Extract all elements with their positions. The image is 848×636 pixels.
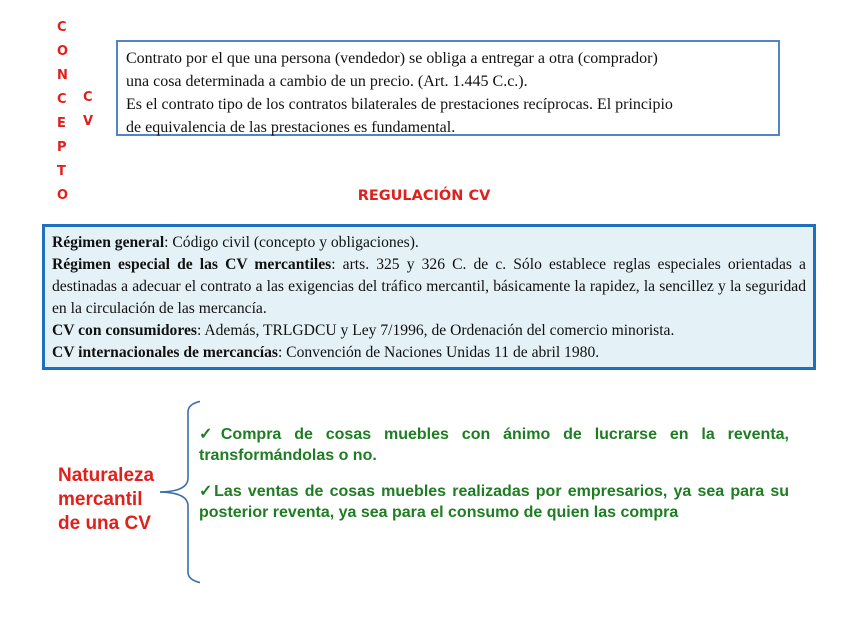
concepto-letter: E: [57, 116, 66, 131]
regulation-text: : arts. 325 y 326 C. de c. Sólo establece reglas especiales orientadas a destinadas a adecuar el contrato a las exigencias del tráfico mercantil, básicamente la rapidez, la sencillez y la seguridad en la circulación de las mercancía.: [52, 256, 806, 317]
checkmark-icon: ✓: [199, 483, 215, 500]
cv-vertical-label: [83, 86, 93, 134]
cv-letter: C: [83, 90, 93, 105]
list-item-text: Las ventas de cosas muebles realizadas por empresarios, ya sea para su posterior reventa, ya sea para el consumo de quien las compra: [199, 483, 790, 521]
concepto-letter: C: [57, 20, 67, 35]
regulation-term: Régimen general: [52, 234, 165, 251]
checkmark-icon: ✓: [199, 426, 221, 443]
concept-line: de equivalencia de las prestaciones es fundamental.: [126, 119, 456, 136]
concepto-letter: O: [57, 188, 69, 203]
regulation-item: [52, 342, 806, 364]
naturaleza-title-line: Naturaleza: [58, 465, 155, 486]
regulation-term: CV internacionales de mercancías: [52, 344, 278, 361]
naturaleza-title-line: mercantil: [58, 489, 143, 510]
concepto-letter: N: [57, 68, 68, 83]
regulation-text: : Convención de Naciones Unidas 11 de abril 1980.: [277, 344, 600, 361]
concepto-letter: T: [57, 164, 66, 179]
concepto-letter: O: [57, 44, 69, 59]
regulation-title: REGULACIÓN CV: [357, 188, 491, 204]
concepto-vertical-label: [57, 16, 68, 208]
list-item: [199, 481, 789, 523]
list-item: [199, 424, 789, 466]
naturaleza-list: [199, 424, 789, 538]
naturaleza-title-line: de una CV: [58, 513, 151, 534]
regulation-term: CV con consumidores: [52, 322, 197, 339]
regulation-text: : Además, TRLGDCU y Ley 7/1996, de Ordenación del comercio minorista.: [196, 322, 675, 339]
regulation-item: [52, 320, 806, 342]
regulation-term: Régimen especial de las CV mercantiles: [52, 256, 332, 273]
list-item-text: Compra de cosas muebles con ánimo de lucrarse en la reventa, transformándolas o no.: [199, 426, 790, 464]
regulation-item: [52, 254, 806, 320]
regulation-text: : Código civil (concepto y obligaciones).: [164, 234, 419, 251]
concept-line: Contrato por el que una persona (vendedor) se obliga a entregar a otra (comprador): [126, 50, 658, 67]
cv-letter: V: [83, 114, 94, 129]
regulation-box: [42, 224, 816, 370]
concept-line: una cosa determinada a cambio de un precio. (Art. 1.445 C.c.).: [126, 73, 528, 90]
concept-box: [116, 40, 780, 136]
curly-brace-icon: [160, 398, 200, 588]
regulation-item: [52, 232, 806, 254]
concepto-letter: P: [57, 140, 67, 155]
concepto-letter: C: [57, 92, 67, 107]
concept-line: Es el contrato tipo de los contratos bilaterales de prestaciones recíprocas. El principio: [126, 96, 673, 113]
